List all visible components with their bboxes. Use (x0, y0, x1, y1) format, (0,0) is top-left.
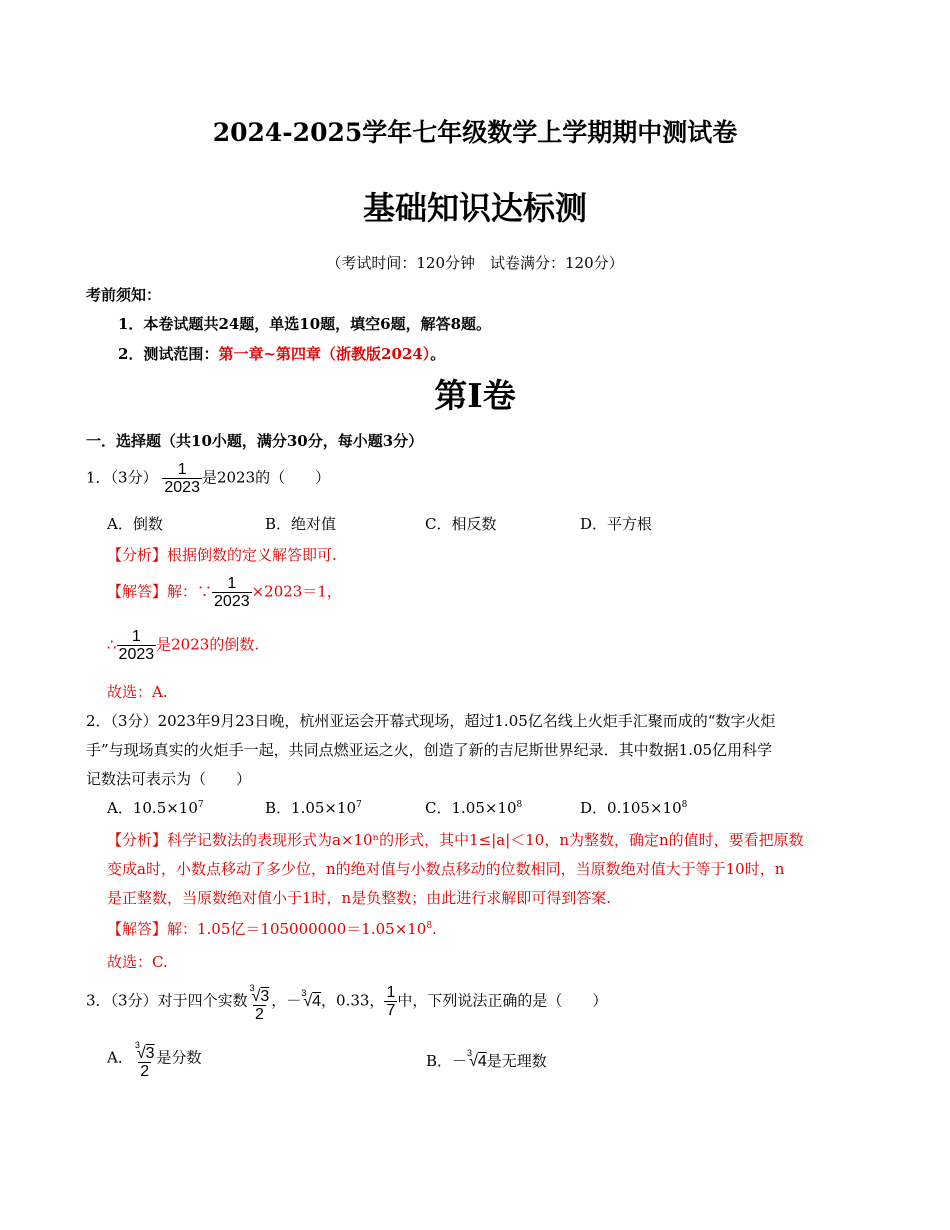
q2-option-c-exp: 8 (516, 800, 523, 810)
q2-answer-end: . (432, 920, 437, 938)
q3-option-a[interactable] (107, 1037, 202, 1080)
q3-neg: － (286, 991, 302, 1010)
notice-label: 考前须知： (86, 286, 162, 304)
q3-option-a-label: A． (107, 1048, 133, 1067)
cube-root-3: $^3$√3 (249, 983, 270, 1005)
page-title: 2024-2025学年七年级数学上学期期中测试卷 (212, 118, 738, 147)
q2-option-a[interactable] (107, 797, 265, 818)
question-1-stem (86, 461, 330, 496)
q2-option-b-base: B．1.05×10 (265, 799, 357, 817)
q1-therefore-frac-num: 1 (131, 628, 141, 645)
q3-fraction-1-7: $\frac{1}{7}$ (386, 984, 396, 1019)
q2-option-a-exp: 7 (197, 800, 204, 810)
notice-item-2-prefix: 2．测试范围： (118, 345, 219, 363)
q2-option-b-exp: 7 (356, 800, 362, 810)
q2-line-2: 手”与现场真实的火炬手一起，共同点燃亚运之火，创造了新的吉尼斯世界纪录．其中数据1.05亿用科学 (86, 741, 773, 759)
q1-answer-frac-den: 2023 (214, 593, 250, 610)
q1-answer-label: 【解答】解：∵ (107, 582, 213, 601)
q1-option-b[interactable]: B．绝对值 (265, 515, 337, 533)
q3-option-b-label: B． (426, 1052, 453, 1070)
q1-fraction (162, 461, 202, 496)
q1-options (107, 513, 652, 534)
q1-frac-num: 1 (177, 461, 187, 478)
q3-option-a-rest: 是分数 (156, 1048, 202, 1067)
test-scope: 第一章~第四章（浙教版2024） (218, 345, 431, 363)
q3-sep-1: ， (271, 991, 287, 1010)
q2-line-3: 记数法可表示为（ ） (86, 770, 252, 788)
notice-item-1: 1．本卷试题共24题，单选10题，填空6题，解答8题。 (118, 315, 492, 333)
q3-option-b-root: $^3$√4 (467, 1048, 487, 1070)
q1-therefore (107, 628, 259, 663)
q1-number: 1．（3分） (86, 468, 158, 487)
q1-answer-rest: ×2023＝1， (251, 582, 342, 601)
q2-answer-text: 【解答】解：1.05亿＝105000000＝1.05×10 (107, 920, 427, 938)
q1-stem-rest: 是2023的（ ） (201, 468, 331, 487)
q3-sep-2: ，0.33， (321, 991, 385, 1010)
q2-choice: 故选：C. (107, 953, 168, 971)
q2-option-d-base: D．0.105×10 (580, 799, 682, 817)
q1-answer-frac-num: 1 (227, 575, 237, 592)
q3-fraction-root3 (248, 980, 272, 1023)
q2-answer (107, 918, 437, 939)
q1-answer (107, 575, 342, 610)
q3-option-a-fraction: $\frac{^3√3}{2}$ (134, 1040, 155, 1080)
notice-item-2-end: 。 (430, 345, 446, 363)
q2-option-a-base: A．10.5×10 (107, 799, 198, 817)
exam-info: （考试时间：120分钟 试卷满分：120分） (326, 254, 624, 272)
q1-choice: 故选：A. (107, 683, 168, 701)
q1-frac-den: 2023 (164, 479, 200, 496)
q3-option-b-rest: 是无理数 (486, 1052, 547, 1070)
q2-options (107, 797, 687, 818)
q2-analysis-1: 【分析】科学记数法的表现形式为a×10ⁿ的形式，其中1≤|a|＜10，n为整数，确定n的值时，要看把原数 (107, 831, 804, 849)
cube-root-4: $^3$√4 (301, 987, 322, 1010)
q1-therefore-fraction (117, 628, 157, 663)
q2-analysis-3: 是正整数，当原数绝对值小于1时，n是负整数；由此进行求解即可得到答案. (107, 889, 611, 907)
q3-stem-prefix: 3．（3分）对于四个实数 (86, 991, 248, 1010)
q3-stem (86, 980, 607, 1023)
q2-option-c-base: C．1.05×10 (425, 799, 517, 817)
q1-analysis: 【分析】根据倒数的定义解答即可. (107, 546, 337, 564)
q2-line-1: 2．（3分）2023年9月23日晚，杭州亚运会开幕式现场，超过1.05亿名线上火炬手汇聚而成的“数字火炬 (86, 712, 776, 730)
q2-answer-exp: 8 (426, 921, 433, 931)
volume-title: 第Ⅰ卷 (434, 376, 516, 415)
q3-frac-den: 2 (254, 1006, 264, 1023)
q1-answer-fraction (212, 575, 252, 610)
q1-therefore-frac-den: 2023 (118, 646, 155, 663)
q2-option-d[interactable] (580, 797, 687, 818)
q2-option-d-exp: 8 (681, 800, 688, 810)
page-subtitle: 基础知识达标测 (362, 189, 587, 227)
q1-therefore-rest: 是2023的倒数. (156, 635, 260, 654)
q3-option-b[interactable]: B．－$^3$√4是无理数 (426, 1048, 547, 1070)
notice-item-2 (118, 343, 445, 364)
q2-analysis-2: 变成a时，小数点移动了多少位，n的绝对值与小数点移动的位数相同，当原数绝对值大于等于10时，n (107, 860, 785, 878)
q2-option-b[interactable] (265, 797, 425, 818)
q2-option-c[interactable] (425, 797, 580, 818)
q1-option-c[interactable]: C．相反数 (425, 515, 497, 533)
q3-stem-rest: 中，下列说法正确的是（ ） (397, 991, 608, 1010)
q1-option-a[interactable]: A．倒数 (107, 515, 163, 533)
q1-option-d[interactable]: D．平方根 (580, 515, 653, 533)
section-heading: 一．选择题（共10小题，满分30分，每小题3分） (86, 432, 424, 450)
therefore-symbol: ∴ (107, 635, 117, 654)
